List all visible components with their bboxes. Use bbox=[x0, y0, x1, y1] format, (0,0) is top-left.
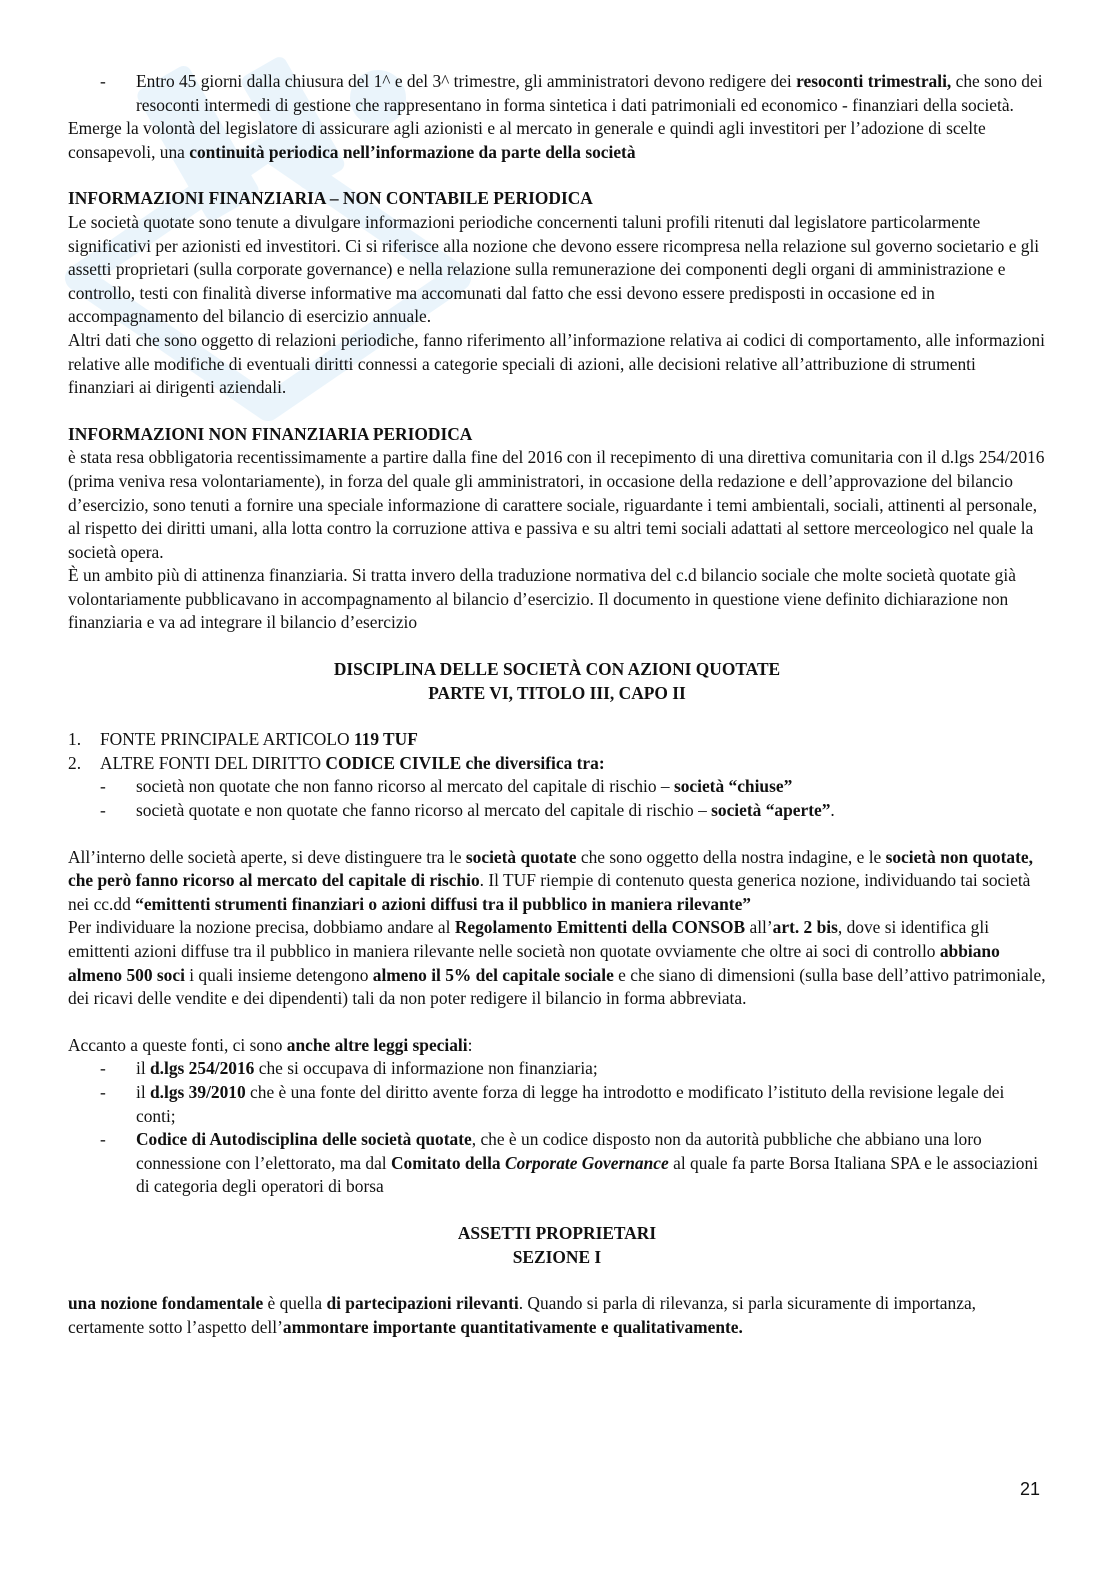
list-item bbox=[68, 1057, 1046, 1081]
paragraph: è stata resa obbligatoria recentissimamente a partire dalla fine del 2016 con il recepimento di una direttiva comunitaria con il d.lgs 254/2016 (prima veniva resa volontariamente), in forza del quale gli amministratori, in occasione della redazione e dell’approvazione del bilancio d’esercizio, sono tenuti a fornire una speciale informazione di carattere sociale, riguardante i temi ambientali, sociali, attinenti al personale, al rispetto dei diritti umani, alla lotta contro la corruzione attiva e passiva e su altri temi sociali adattati al settore merceologico nel quale la società opera. bbox=[68, 447, 1045, 562]
bold-text: Regolamento Emittenti della CONSOB bbox=[454, 917, 746, 938]
bold-text: abbiano almeno 500 soci bbox=[68, 941, 1000, 985]
paragraph bbox=[68, 117, 1046, 164]
numbered-list bbox=[68, 728, 1046, 775]
document-page bbox=[68, 70, 1046, 1339]
bold-text: almeno il 5% del capitale sociale bbox=[372, 964, 614, 985]
text-run: il bbox=[136, 1058, 151, 1079]
text-run: che sono dei resoconti intermedi di gestione che rappresentano in forma sintetica i dati patrimoniali ed economico - finanziari della società. bbox=[136, 71, 1043, 115]
list-item bbox=[68, 799, 1046, 823]
paragraph bbox=[68, 1034, 1046, 1058]
bold-text: 119 TUF bbox=[353, 729, 418, 750]
paragraph: È un ambito più di attinenza finanziaria. Si tratta invero della traduzione normativa del c.d bilancio sociale che molte società quotate già volontariamente pubblicavano in accompagnamento al bilancio d’esercizio. Il documento in questione viene definito dichiarazione non finanziaria e va ad integrare il bilancio d’esercizio bbox=[68, 565, 1016, 633]
section-subtitle: SEZIONE I bbox=[512, 1246, 602, 1267]
bold-text: una nozione fondamentale bbox=[68, 1293, 264, 1314]
page-number: 21 bbox=[1019, 1479, 1040, 1499]
section-heading: INFORMAZIONI NON FINANZIARIA PERIODICA bbox=[68, 423, 473, 444]
sub-list bbox=[68, 775, 1046, 822]
text-run: che si occupava di informazione non finanziaria; bbox=[254, 1058, 598, 1079]
text-run: Accanto a queste fonti, ci sono bbox=[68, 1034, 287, 1055]
list-item bbox=[68, 728, 1046, 752]
list-item bbox=[68, 70, 1046, 117]
laws-list bbox=[68, 1057, 1046, 1199]
list-item bbox=[68, 1081, 1046, 1128]
text-run: che è una fonte del diritto avente forza di legge ha introdotto e modificato l’istituto della revisione legale dei conti; bbox=[136, 1081, 1005, 1126]
bold-text: d.lgs 39/2010 bbox=[150, 1081, 246, 1102]
paragraph bbox=[68, 846, 1046, 917]
bold-text: società non quotate, che però fanno ricorso al mercato del capitale di rischio bbox=[68, 846, 1033, 891]
list-text bbox=[100, 729, 418, 749]
bold-text: CODICE CIVILE che diversifica tra: bbox=[325, 752, 605, 773]
text-run: il bbox=[136, 1081, 151, 1102]
list-number: 2. bbox=[68, 752, 82, 773]
bold-text: di partecipazioni rilevanti bbox=[326, 1293, 519, 1314]
text-run: società quotate e non quotate che fanno ricorso al mercato del capitale di rischio – bbox=[136, 800, 712, 821]
text-run: Emerge la volontà del legislatore di assicurare agli azionisti e al mercato in generale e quindi agli investitori per l’adozione di scelte consapevoli, una bbox=[68, 118, 986, 162]
text-run: società non quotate che non fanno ricorso al mercato del capitale di rischio – bbox=[136, 776, 674, 797]
text-run: al quale fa parte Borsa Italiana SPA e le associazioni di categoria degli operatori di borsa bbox=[136, 1152, 1039, 1197]
list-item bbox=[68, 1128, 1046, 1199]
text-run: , che è un codice disposto non da autorità pubbliche che abbiano una loro connessione con l’elettorato, ma dal bbox=[136, 1129, 982, 1173]
bold-text: Comitato della bbox=[390, 1152, 505, 1173]
paragraph: Altri dati che sono oggetto di relazioni periodiche, fanno riferimento all’informazione relativa ai codici di comportamento, alle informazioni relative alle modifiche di eventuali diritti connessi a categorie speciali di azioni, alle decisioni relative all’attribuzione di strumenti finanziari ai dirigenti aziendali. bbox=[68, 329, 1045, 398]
text-run: All’interno delle società aperte, si deve distinguere tra le bbox=[68, 846, 466, 867]
bold-text: ammontare importante quantitativamente e qualitativamente. bbox=[282, 1316, 743, 1337]
section-heading: INFORMAZIONI FINANZIARIA – NON CONTABILE PERIODICA bbox=[68, 188, 593, 209]
bold-text: art. 2 bis bbox=[772, 917, 838, 938]
text-run: che sono oggetto della nostra indagine, e le bbox=[576, 846, 886, 867]
text-run: è quella bbox=[263, 1293, 327, 1314]
bold-text: resoconti trimestrali, bbox=[796, 71, 952, 91]
text-run: i quali insieme detengono bbox=[184, 964, 373, 985]
section-subtitle: PARTE VI, TITOLO III, CAPO II bbox=[428, 682, 686, 703]
bold-text: società “aperte” bbox=[711, 800, 831, 821]
text-run: e che siano di dimensioni (sulla base dell’attivo patrimoniale, dei ricavi delle vendite e dei dipendenti) tali da non poter redigere il bilancio in forma abbreviata. bbox=[68, 964, 1046, 1009]
section-title: DISCIPLINA DELLE SOCIETÀ CON AZIONI QUOTATE bbox=[333, 659, 781, 680]
list-number: 1. bbox=[68, 729, 82, 750]
text-run: all’ bbox=[745, 917, 773, 938]
text-run: . Il TUF riempie di contenuto questa generica nozione, individuando tai società nei cc.dd bbox=[68, 870, 1031, 914]
list-item bbox=[68, 775, 1046, 799]
paragraph: Le società quotate sono tenute a divulgare informazioni periodiche concernenti taluni profili ritenuti dal legislatore particolarmente significativi per azionisti ed investitori. Ci si riferisce alla nozione che devono essere ricompresa nella relazione sul governo societario e gli assetti proprietari (sulla corporate governance) e nella relazione sulla remunerazione dei componenti degli organi di amministrazione e controllo, testi con finalità diverse informative ma accomunati dal fatto che essi devono essere predisposti in occasione ed in accompagnamento del bilancio di esercizio annuale. bbox=[68, 211, 1040, 327]
text-run: : bbox=[467, 1034, 473, 1055]
bold-text: “emittenti strumenti finanziari o azioni diffusi tra il pubblico in maniera rilevante” bbox=[135, 893, 752, 914]
bold-text: continuità periodica nell’informazione da parte della società bbox=[189, 141, 636, 162]
bold-text: società “chiuse” bbox=[673, 776, 793, 797]
text-run: ALTRE FONTI DEL DIRITTO bbox=[100, 752, 326, 773]
section-title: ASSETTI PROPRIETARI bbox=[457, 1222, 657, 1243]
intro-list bbox=[68, 70, 1046, 117]
text-run: FONTE PRINCIPALE ARTICOLO bbox=[100, 729, 354, 750]
list-text bbox=[100, 753, 605, 773]
text-run: . bbox=[830, 800, 835, 821]
bold-text: Corporate Governance bbox=[504, 1152, 669, 1173]
text-run: , dove si identifica gli emittenti azioni diffuse tra il pubblico in maniera rilevante nelle società non quotate ovviamente che oltre ai soci di controllo bbox=[68, 917, 990, 961]
bold-text: anche altre leggi speciali bbox=[286, 1034, 468, 1055]
text-run: . Quando si parla di rilevanza, si parla sicuramente di importanza, certamente sotto l’aspetto dell’ bbox=[68, 1293, 977, 1337]
text-run: Entro 45 giorni dalla chiusura del 1^ e del 3^ trimestre, gli amministratori devono redigere dei bbox=[136, 71, 797, 91]
paragraph bbox=[68, 1292, 1046, 1339]
list-item bbox=[68, 752, 1046, 776]
text-run: Per individuare la nozione precisa, dobbiamo andare al bbox=[68, 917, 455, 938]
bold-text: società quotate bbox=[465, 846, 577, 867]
bold-text: d.lgs 254/2016 bbox=[150, 1058, 255, 1079]
paragraph bbox=[68, 916, 1046, 1010]
bold-text: Codice di Autodisciplina delle società quotate bbox=[136, 1129, 472, 1150]
